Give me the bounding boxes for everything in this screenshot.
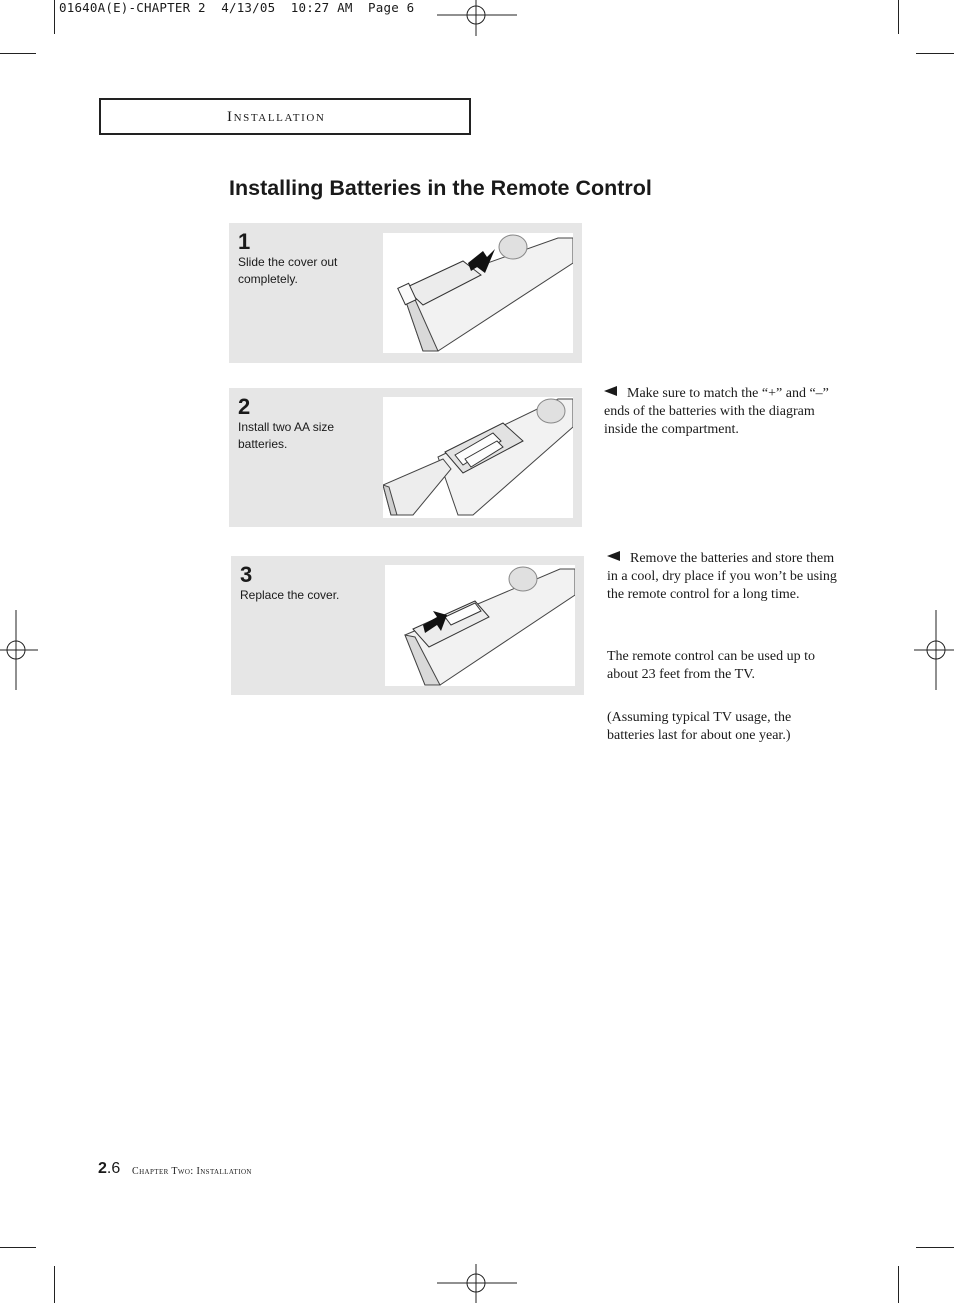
step-number: 1: [238, 229, 251, 254]
chapter-number: 2: [98, 1160, 107, 1177]
print-slug: 01640A(E)-CHAPTER 2 4/13/05 10:27 AM Page 6: [59, 0, 415, 15]
note-battery-storage: [607, 550, 839, 605]
step-2-panel: [229, 388, 582, 527]
step-text: Slide the cover out completely.: [238, 255, 338, 286]
step-number: 2: [238, 394, 251, 419]
step-text: Replace the cover.: [240, 588, 340, 602]
step-1-panel: [229, 223, 582, 363]
pointer-arrow-icon: [607, 551, 620, 561]
step-text: Install two AA size batteries.: [238, 420, 335, 451]
page-number-value: .6: [106, 1160, 121, 1177]
crop-mark: [916, 53, 954, 54]
crop-mark: [916, 1247, 954, 1248]
crop-mark: [54, 0, 55, 34]
note-battery-polarity: [604, 385, 836, 440]
registration-mark-icon: [437, 0, 517, 36]
page-number: [98, 1160, 120, 1178]
note-text: Make sure to match the “+” and “–” ends of the batteries with the diagram inside the compartment.: [604, 386, 829, 438]
paragraph-range: The remote control can be used up to about 23 feet from the TV.: [607, 649, 815, 683]
registration-mark-icon: [914, 610, 954, 690]
footer-chapter-label: Chapter Two: Installation: [132, 1166, 252, 1177]
remote-control-illustration: [383, 397, 573, 518]
crop-mark: [0, 1247, 36, 1248]
crop-mark: [0, 53, 36, 54]
step-3-panel: [231, 556, 584, 695]
crop-mark: [898, 0, 899, 34]
pointer-arrow-icon: [604, 386, 617, 396]
section-header: [99, 98, 471, 135]
section-label: Installation: [227, 109, 326, 125]
note-text: Remove the batteries and store them in a cool, dry place if you won’t be using the remote control for a long time.: [607, 551, 837, 603]
remote-control-illustration: [385, 565, 575, 686]
page-title: Installing Batteries in the Remote Control: [229, 176, 652, 200]
crop-mark: [898, 1266, 899, 1303]
crop-mark: [54, 1266, 55, 1303]
registration-mark-icon: [437, 1264, 517, 1303]
remote-control-illustration: [383, 233, 573, 353]
paragraph-battery-life: (Assuming typical TV usage, the batteries last for about one year.): [607, 710, 792, 744]
registration-mark-icon: [0, 610, 38, 690]
step-number: 3: [240, 562, 253, 587]
